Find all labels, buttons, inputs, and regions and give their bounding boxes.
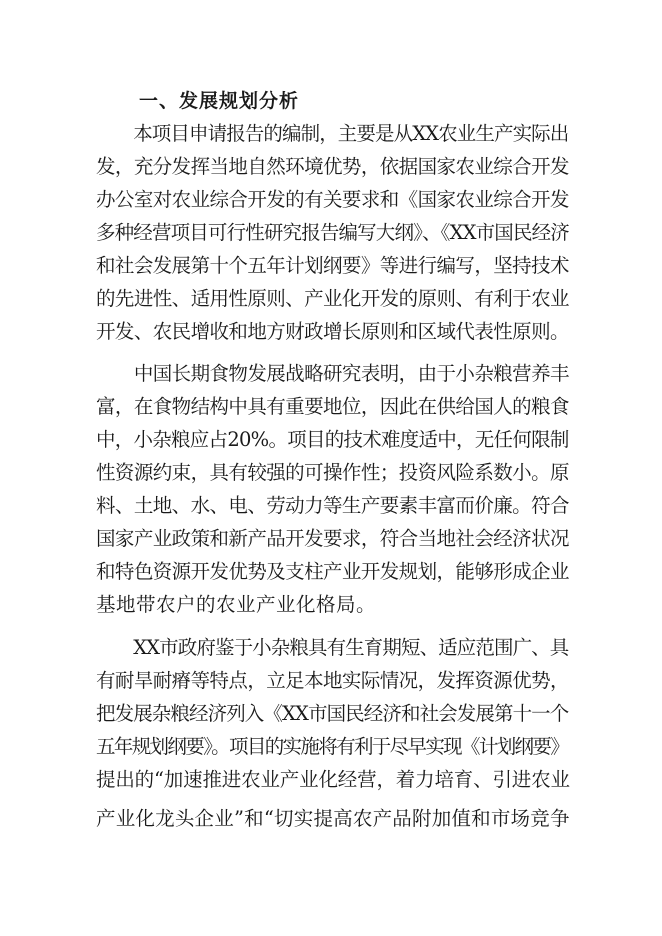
body-line: 把发展杂粮经济列入《XX市国民经济和社会发展第十一个 — [96, 702, 569, 725]
body-line: 和特色资源开发优势及支柱产业开发规划，能够形成企业 — [96, 560, 569, 583]
body-line: 本项目申请报告的编制，主要是从XX农业生产实际出 — [96, 122, 569, 145]
body-line: 基地带农户的农业产业化格局。 — [96, 593, 377, 616]
body-line: 五年规划纲要》。项目的实施将有利于尽早实现《计划纲要》 — [96, 735, 569, 758]
body-line: 和社会发展第十个五年计划纲要》等进行编写，坚持技术 — [96, 254, 569, 277]
body-line: 多种经营项目可行性研究报告编写大纲》、《XX市国民经济 — [96, 221, 569, 244]
body-line: 料、土地、水、电、劳动力等生产要素丰富而价廉。符合 — [96, 494, 569, 517]
body-line: 发，充分发挥当地自然环境优势，依据国家农业综合开发 — [96, 155, 569, 178]
body-line: 开发、农民增收和地方财政增长原则和区域代表性原则。 — [96, 320, 569, 343]
body-line: 的先进性、适用性原则、产业化开发的原则、有利于农业 — [96, 287, 569, 310]
section-heading: 一、发展规划分析 — [139, 90, 300, 112]
body-line: 国家产业政策和新产品开发要求，符合当地社会经济状况 — [96, 527, 569, 550]
body-line: 中，小杂粮应占20%。项目的技术难度适中，无任何限制 — [96, 428, 569, 451]
body-line: 中国长期食物发展战略研究表明，由于小杂粮营养丰 — [96, 362, 569, 385]
body-line: 有耐旱耐瘠等特点，立足本地实际情况，发挥资源优势， — [96, 669, 569, 692]
body-line: 办公室对农业综合开发的有关要求和《国家农业综合开发 — [96, 188, 569, 211]
body-line: 提出的“加速推进农业产业化经营，着力培育、引进农业 — [96, 768, 570, 791]
body-line: 富，在食物结构中具有重要地位，因此在供给国人的粮食 — [96, 395, 569, 418]
body-line: XX市政府鉴于小杂粮具有生育期短、适应范围广、具 — [96, 636, 569, 659]
body-line: 产业化龙头企业”和“切实提高农产品附加值和市场竞争 — [96, 807, 570, 830]
body-line: 性资源约束，具有较强的可操作性；投资风险系数小。原 — [96, 461, 569, 484]
